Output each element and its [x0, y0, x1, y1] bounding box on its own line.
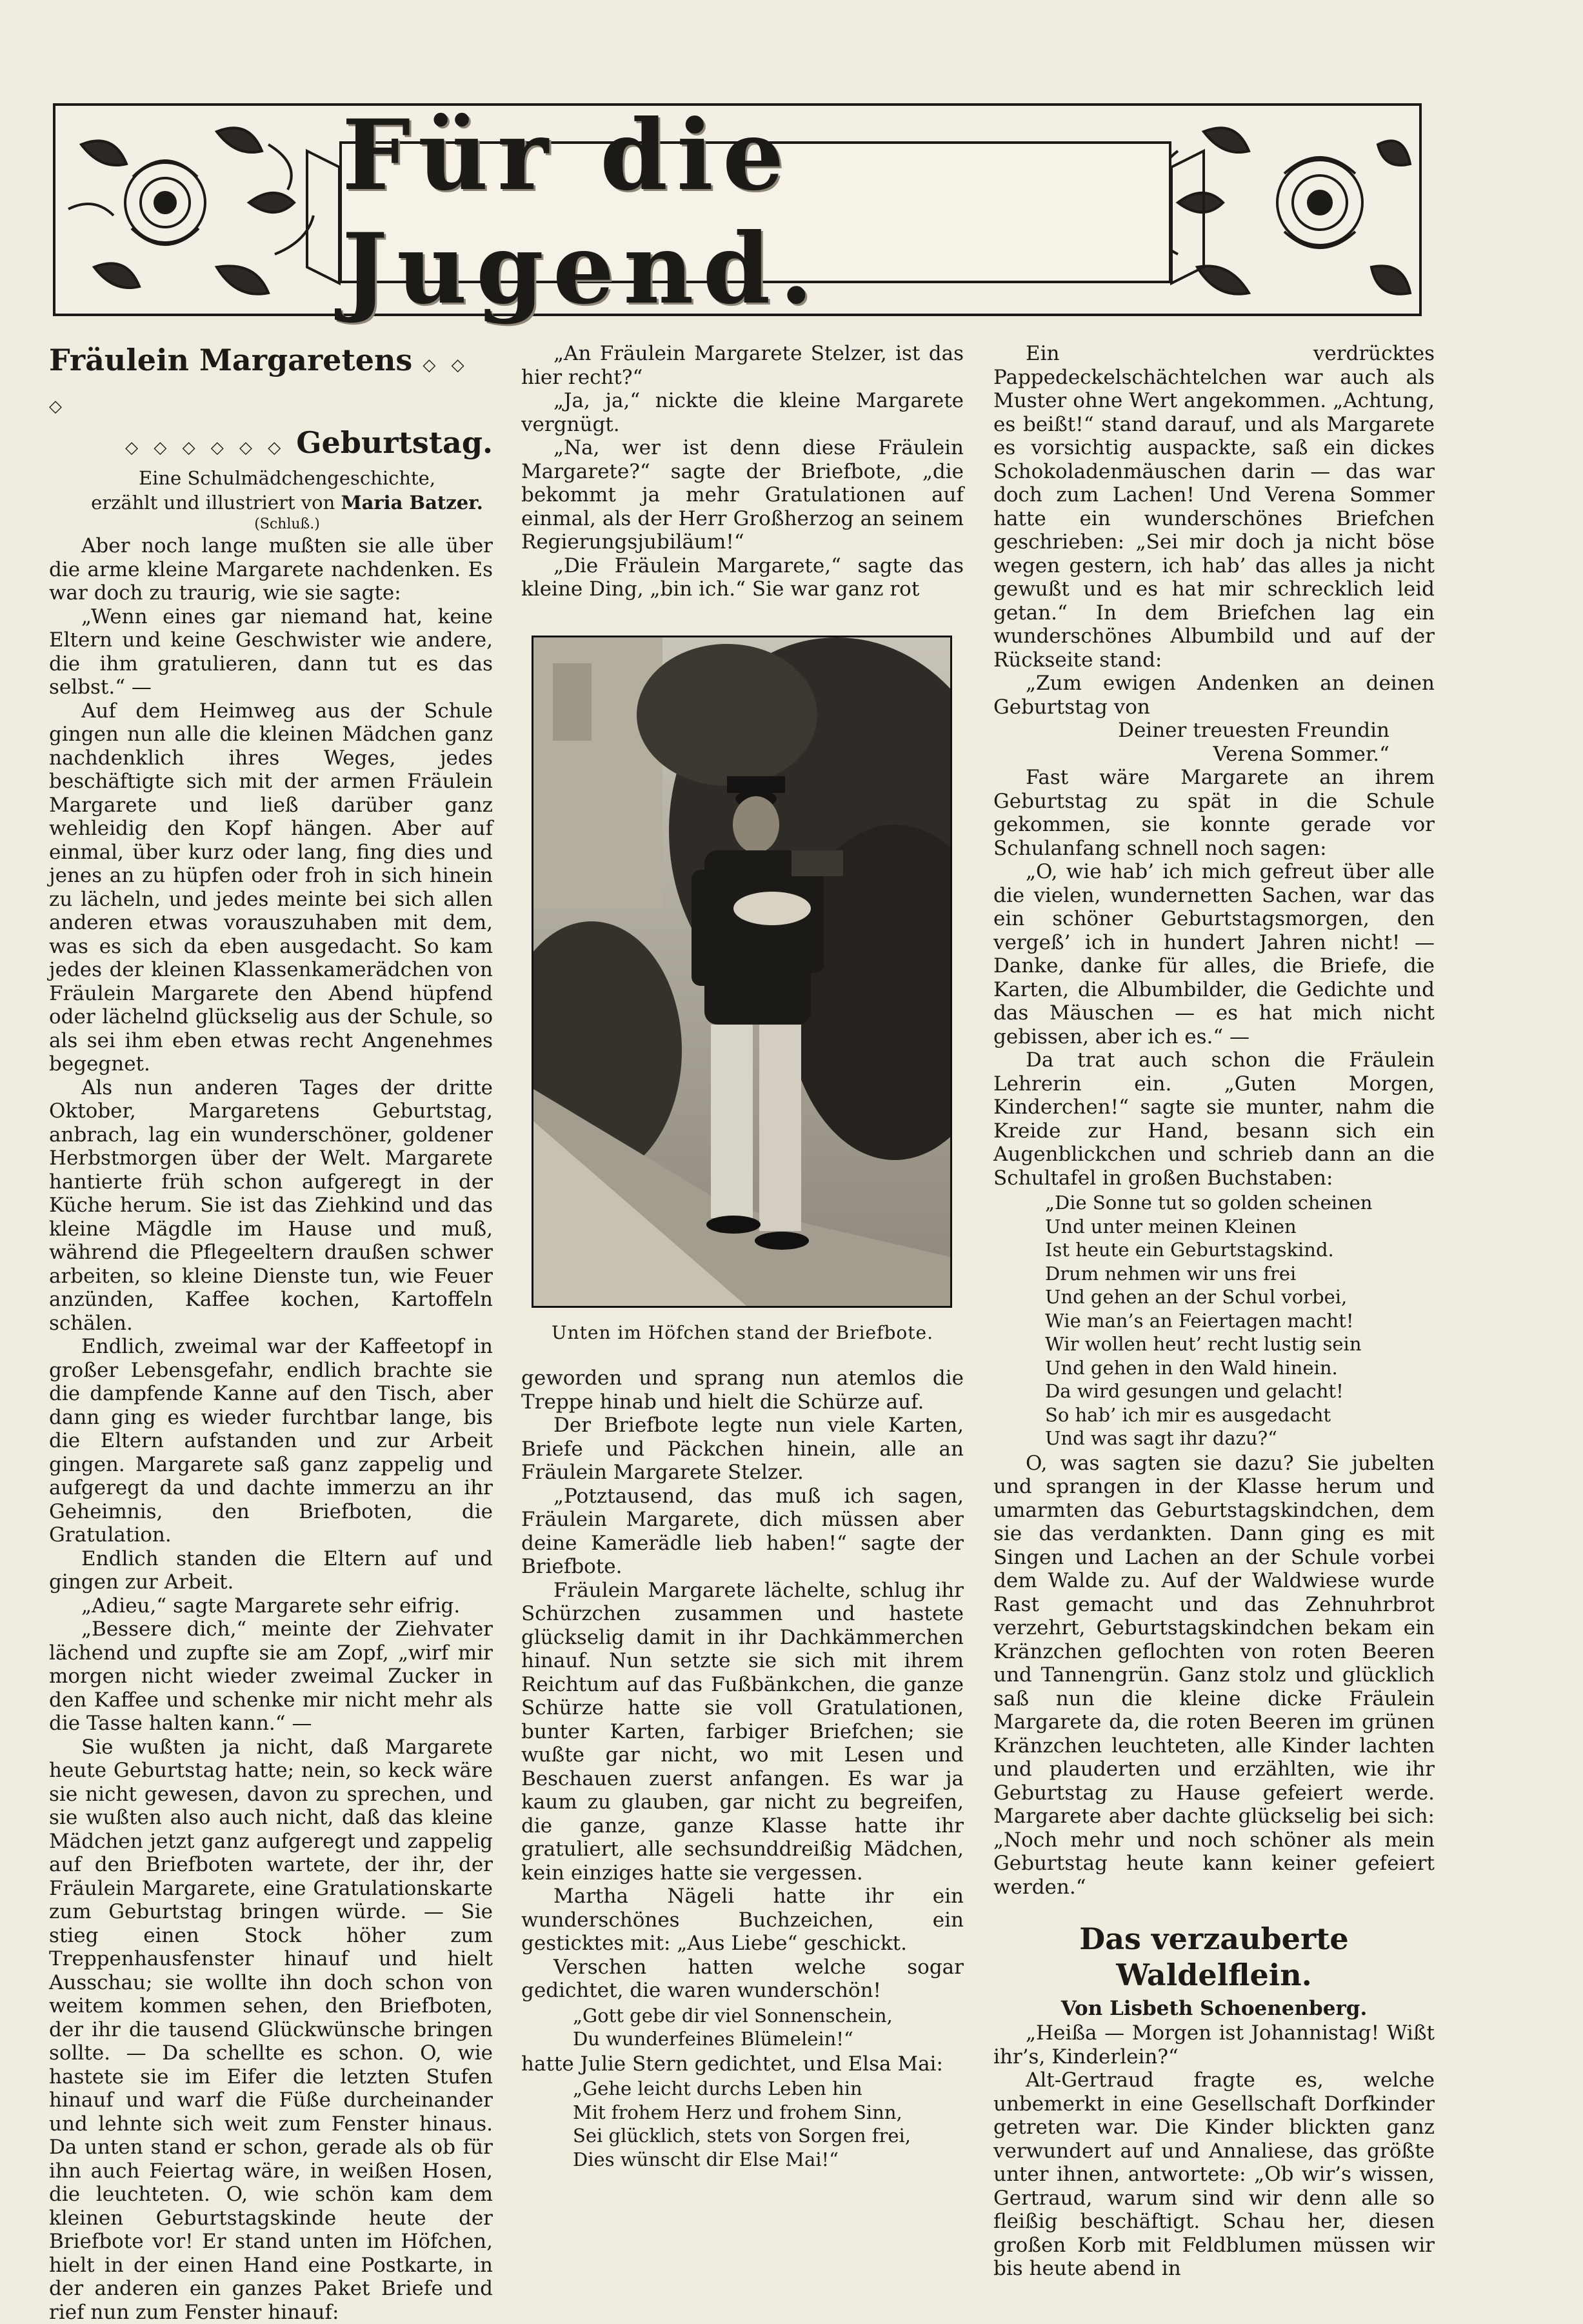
- title-ribbon: [339, 141, 1171, 283]
- paragraph: Ein verdrücktes Pappedeckelschächtelchen war auch als Muster ohne Wert angekommen. „Achtung, es beißt!“ stand darauf, und als Margarete es vorsichtig auspackte, saß ein dickes Schokoladenmäuschen darin — das war doch zum Lachen! Und Verena Sommer hatte ein wunderschönes Briefchen geschrieben: „Sei mir doch ja nicht böse wegen gestern, ich hab’ das alles ja nicht gewußt und es hat mir schrecklich leid getan.“ In dem Briefchen lag ein wunderschönes Albumbild und auf der Rückseite stand:: [993, 342, 1435, 672]
- blackboard-poem: [1045, 1191, 1435, 1450]
- paragraph: „Na, wer ist denn diese Fräulein Margarete?“ sagte der Briefbote, „die bekommt ja mehr Gratulationen auf einmal, als der Herr Großherzog an seinem Regierungsjubiläum!“: [521, 436, 964, 554]
- story-title-line2: Geburtstag.: [296, 425, 493, 460]
- poem-line: Und gehen in den Wald hinein.: [1045, 1356, 1435, 1380]
- poem-line: Wie man’s an Feiertagen macht!: [1045, 1309, 1435, 1333]
- section-title: Für die Jugend.: [342, 99, 1169, 326]
- paragraph: Da trat auch schon die Fräulein Lehrerin ein. „Guten Morgen, Kinderchen!“ sagte sie munter, nahm die Kreide zur Hand, besann sich ein Augenblickchen und schrieb dann an die Schultafel in großen Buchstaben:: [993, 1048, 1435, 1190]
- paragraph: Sie wußten ja nicht, daß Margarete heute Geburtstag hatte; nein, so keck wäre sie nicht gewesen, davon zu sprechen, und sie wußten also auch nicht, daß das kleine Mädchen jetzt ganz aufgeregt und zappelig auf den Briefboten wartete, der ihr, der Fräulein Margarete, eine Gratulationskarte zum Geburtstag bringen würde. — Sie stieg einen Stock höher zum Treppenhausfenster hinauf und hielt Ausschau; sie wollte ihn doch schon von weitem kommen sehen, den Briefboten, der ihr die tausend Glückwünsche bringen sollte. — Da schellte es schon. O, wie hastete sie im Eifer die letzten Stufen hinauf und warf die Füße durcheinander und lehnte sich weit zum Fenster hinaus. Da unten stand er schon, gerade als ob für ihn auch Feiertag wäre, in weißen Hosen, die leuchteten. O, wie schön kam dem kleinen Geburtstagskinde heute der Briefbote vor! Er stand unten im Höfchen, hielt in der einen Hand eine Postkarte, in der anderen ein ganzes Paket Briefe und rief nun zum Fenster hinauf:: [49, 1736, 493, 2324]
- story2-title: Das verzauberte Waldelflein.: [993, 1921, 1435, 1993]
- paragraph: Fast wäre Margarete an ihrem Geburtstag zu spät in die Schule gekommen, sie konnte gerade vor Schulanfang schnell noch sagen:: [993, 766, 1435, 860]
- paragraph: „An Fräulein Margarete Stelzer, ist das hier recht?“: [521, 342, 964, 389]
- paragraph: Fräulein Margarete lächelte, schlug ihr Schürzchen zusammen und hastete glückselig damit in ihr Dachkämmerchen hinauf. Nun setzte sie sich mit ihrem Reichtum auf das Fußbänkchen, die ganze Schürze hatte sie voll Gratulationen, bunter Karten, farbiger Briefchen; sie wußte gar nicht, wo mit Lesen und Beschauen zuerst anfangen. Es war ja kaum zu glauben, gar nicht zu begreifen, die ganze, ganze Klasse hatte ihr gratuliert, alle sechsunddreißig Mädchen, kein einziges hatte sie vergessen.: [521, 1579, 964, 1885]
- dedication: „Zum ewigen Andenken an deinen Geburtstag von: [993, 672, 1435, 719]
- paragraph: Endlich, zweimal war der Kaffeetopf in großer Lebensgefahr, endlich brachte sie die dampfende Kanne auf den Tisch, aber dann ging es wieder furchtbar lange, bis die Eltern aufstanden und zur Arbeit gingen. Margarete saß ganz zappelig und aufgeregt da und dachte immerzu an ihr Geheimnis, den Briefboten, die Gratulation.: [49, 1335, 493, 1547]
- poem-line: Da wird gesungen und gelacht!: [1045, 1379, 1435, 1403]
- story-title-line1: Fräulein Margaretens: [49, 343, 412, 377]
- ornament-diamonds: ◇ ◇ ◇: [211, 438, 286, 457]
- poem-line: Und was sagt ihr dazu?“: [1045, 1427, 1435, 1450]
- paragraph: „Bessere dich,“ meinte der Ziehvater lächend und zupfte sie am Zopf, „wirf mir morgen nicht wieder zweimal Zucker in den Kaffee und schenke mir nicht mehr als die Tasse halten kann.“ —: [49, 1618, 493, 1736]
- poem-line: Du wunderfeines Blümelein!“: [573, 2027, 964, 2051]
- byline-prefix: erzählt und illustriert von: [91, 492, 335, 514]
- story-subtitle: Eine Schulmädchengeschichte,: [49, 466, 493, 490]
- column-middle-upper: [521, 342, 964, 601]
- paragraph: „Wenn eines gar niemand hat, keine Eltern und keine Geschwister wie andere, die ihm gratulieren, dann tut es das selbst.“ —: [49, 605, 493, 699]
- paragraph: Als nun anderen Tages der dritte Oktober, Margaretens Geburtstag, anbrach, lag ein wunderschöner, goldener Herbstmorgen über der Welt. Margarete hantierte früh schon aufgeregt in der Küche herum. Sie ist das Ziehkind und das kleine Mägdle im Hause und muß, während die Pflegeeltern draußen schwer arbeiten, so kleine Dienste tun, wie Feuer anzünden, Kaffee kochen, Kartoffeln schälen.: [49, 1076, 493, 1336]
- paragraph: hatte Julie Stern gedichtet, und Elsa Mai:: [521, 2052, 964, 2076]
- paragraph: Alt-Gertraud fragte es, welche unbemerkt in eine Gesellschaft Dorfkinder getreten war. Die Kinder blickten ganz verwundert auf und Annaliese, das größte unter ihnen, antwortete: „Ob wir’s wissen, Gertraud, warum sind wir denn alle so fleißig beschäftigt. Schau her, diesen großen Korb mit Feldblumen müssen wir bis heute abend in: [993, 2069, 1435, 2281]
- poem-line: Dies wünscht dir Else Mai!“: [573, 2148, 964, 2172]
- poem-line: Und gehen an der Schul vorbei,: [1045, 1285, 1435, 1309]
- photo-caption: Unten im Höfchen stand der Briefbote.: [521, 1321, 964, 1345]
- poem-line: Ist heute ein Geburtstagskind.: [1045, 1238, 1435, 1262]
- poem-line: Drum nehmen wir uns frei: [1045, 1262, 1435, 1286]
- paragraph: „Die Fräulein Margarete,“ sagte das kleine Ding, „bin ich.“ Sie war ganz rot: [521, 554, 964, 601]
- paragraph: O, was sagten sie dazu? Sie jubelten und sprangen in der Klasse herum und umarmten das Geburtstagskindchen, dem sie das verdankten. Dann ging es mit Singen und Lachen an der Schule vorbei dem Walde zu. Auf der Waldwiese wurde Rast gemacht und das Zehnuhrbrot verzehrt, Geburtstagskindchen bekam ein Kränzchen geflochten von roten Beeren und Tannengrün. Ganz stolz und glücklich saß nun die kleine dicke Fräulein Margarete da, die roten Beeren im grünen Kränzchen leuchteten, alle Kinder lachten und plauderten und erzählten, wie ihr Geburtstag zu Hause gefeiert werde. Margarete aber dachte glückselig bei sich: „Noch mehr und noch schöner als mein Geburtstag heute kann keiner gefeiert werden.“: [993, 1452, 1435, 1899]
- paragraph: „Adieu,“ sagte Margarete sehr eifrig.: [49, 1594, 493, 1618]
- author-name: Maria Batzer.: [341, 492, 483, 514]
- header-banner: [53, 103, 1422, 316]
- paragraph: geworden und sprang nun atemlos die Treppe hinab und hielt die Schürze auf.: [521, 1367, 964, 1414]
- paragraph: Martha Nägeli hatte ihr ein wunderschönes Buchzeichen, ein gesticktes mit: „Aus Liebe“ geschickt.: [521, 1885, 964, 1956]
- paragraph: Auf dem Heimweg aus der Schule gingen nun alle die kleinen Mädchen ganz nachdenklich ihres Weges, jedes beschäftigte sich mit der armen Fräulein Margarete und ließ darüber ganz wehleidig den Kopf hängen. Aber auf einmal, über kurz oder lang, fing dies und jenes an zu hüpfen oder froh in sich hinein zu lächeln, und jedes meinte bei sich allen anderen etwas vorauszuhaben mit dem, was es sich da eben ausgedacht. So kam jedes der kleinen Klassenkamerädchen von Fräulein Margarete den Abend hüpfend oder lächelnd glückselig aus der Schule, so als sei ihm eben etwas recht Angenehmes begegnet.: [49, 699, 493, 1076]
- poem-line: So hab’ ich mir es ausgedacht: [1045, 1403, 1435, 1427]
- paragraph: „Potztausend, das muß ich sagen, Fräulein Margarete, dich müssen aber deine Kamerädle lieb haben!“ sagte der Briefbote.: [521, 1485, 964, 1579]
- ornament-diamonds: ◇ ◇ ◇: [125, 438, 201, 457]
- paragraph: Endlich standen die Eltern auf und gingen zur Arbeit.: [49, 1547, 493, 1594]
- ornament-diamonds: ◇ ◇ ◇: [49, 356, 470, 416]
- postman-photo: [532, 636, 952, 1308]
- paragraph: Aber noch lange mußten sie alle über die arme kleine Margarete nachdenken. Es war doch zu traurig, wie sie sagte:: [49, 534, 493, 605]
- paragraph: „Ja, ja,“ nickte die kleine Margarete vergnügt.: [521, 389, 964, 436]
- paragraph: „Heißa — Morgen ist Johannistag! Wißt ihr’s, Kinderlein?“: [993, 2021, 1435, 2069]
- column-left: [49, 342, 493, 2324]
- column-middle-lower: [521, 1367, 964, 2172]
- poem-line: „Die Sonne tut so golden scheinen: [1045, 1191, 1435, 1215]
- poem-line: „Gehe leicht durchs Leben hin: [573, 2077, 964, 2101]
- poem: [573, 2004, 964, 2051]
- poem-line: Sei glücklich, stets von Sorgen frei,: [573, 2124, 964, 2148]
- poem: [573, 2077, 964, 2171]
- paragraph: Der Briefbote legte nun viele Karten, Briefe und Päckchen hinein, alle an Fräulein Margarete Stelzer.: [521, 1414, 964, 1485]
- poem-line: Wir wollen heut’ recht lustig sein: [1045, 1332, 1435, 1356]
- signature-line: Deiner treuesten Freundin: [993, 719, 1435, 743]
- photo-illustration: [533, 637, 950, 1306]
- poem-line: Mit frohem Herz und frohem Sinn,: [573, 2101, 964, 2125]
- signature-line: Verena Sommer.“: [993, 743, 1435, 766]
- poem-line: Und unter meinen Kleinen: [1045, 1215, 1435, 1239]
- paragraph: „O, wie hab’ ich mich gefreut über alle die vielen, wundernetten Sachen, war das ein schöner Geburtstagsmorgen, den vergeß’ ich in hundert Jahren nicht! — Danke, danke für alles, die Briefe, die Karten, die Albumbilder, die Gedichte und das Mäuschen — es hat mich nicht gebissen, aber ich es.“ —: [993, 860, 1435, 1048]
- conclusion-note: (Schluß.): [49, 515, 493, 534]
- column-right: [993, 342, 1435, 2281]
- story-byline: [49, 490, 493, 515]
- paragraph: Verschen hatten welche sogar gedichtet, die waren wunderschön!: [521, 1956, 964, 2003]
- poem-line: „Gott gebe dir viel Sonnenschein,: [573, 2004, 964, 2028]
- story-title: [49, 342, 493, 466]
- story2-author: Von Lisbeth Schoenenberg.: [993, 1996, 1435, 2021]
